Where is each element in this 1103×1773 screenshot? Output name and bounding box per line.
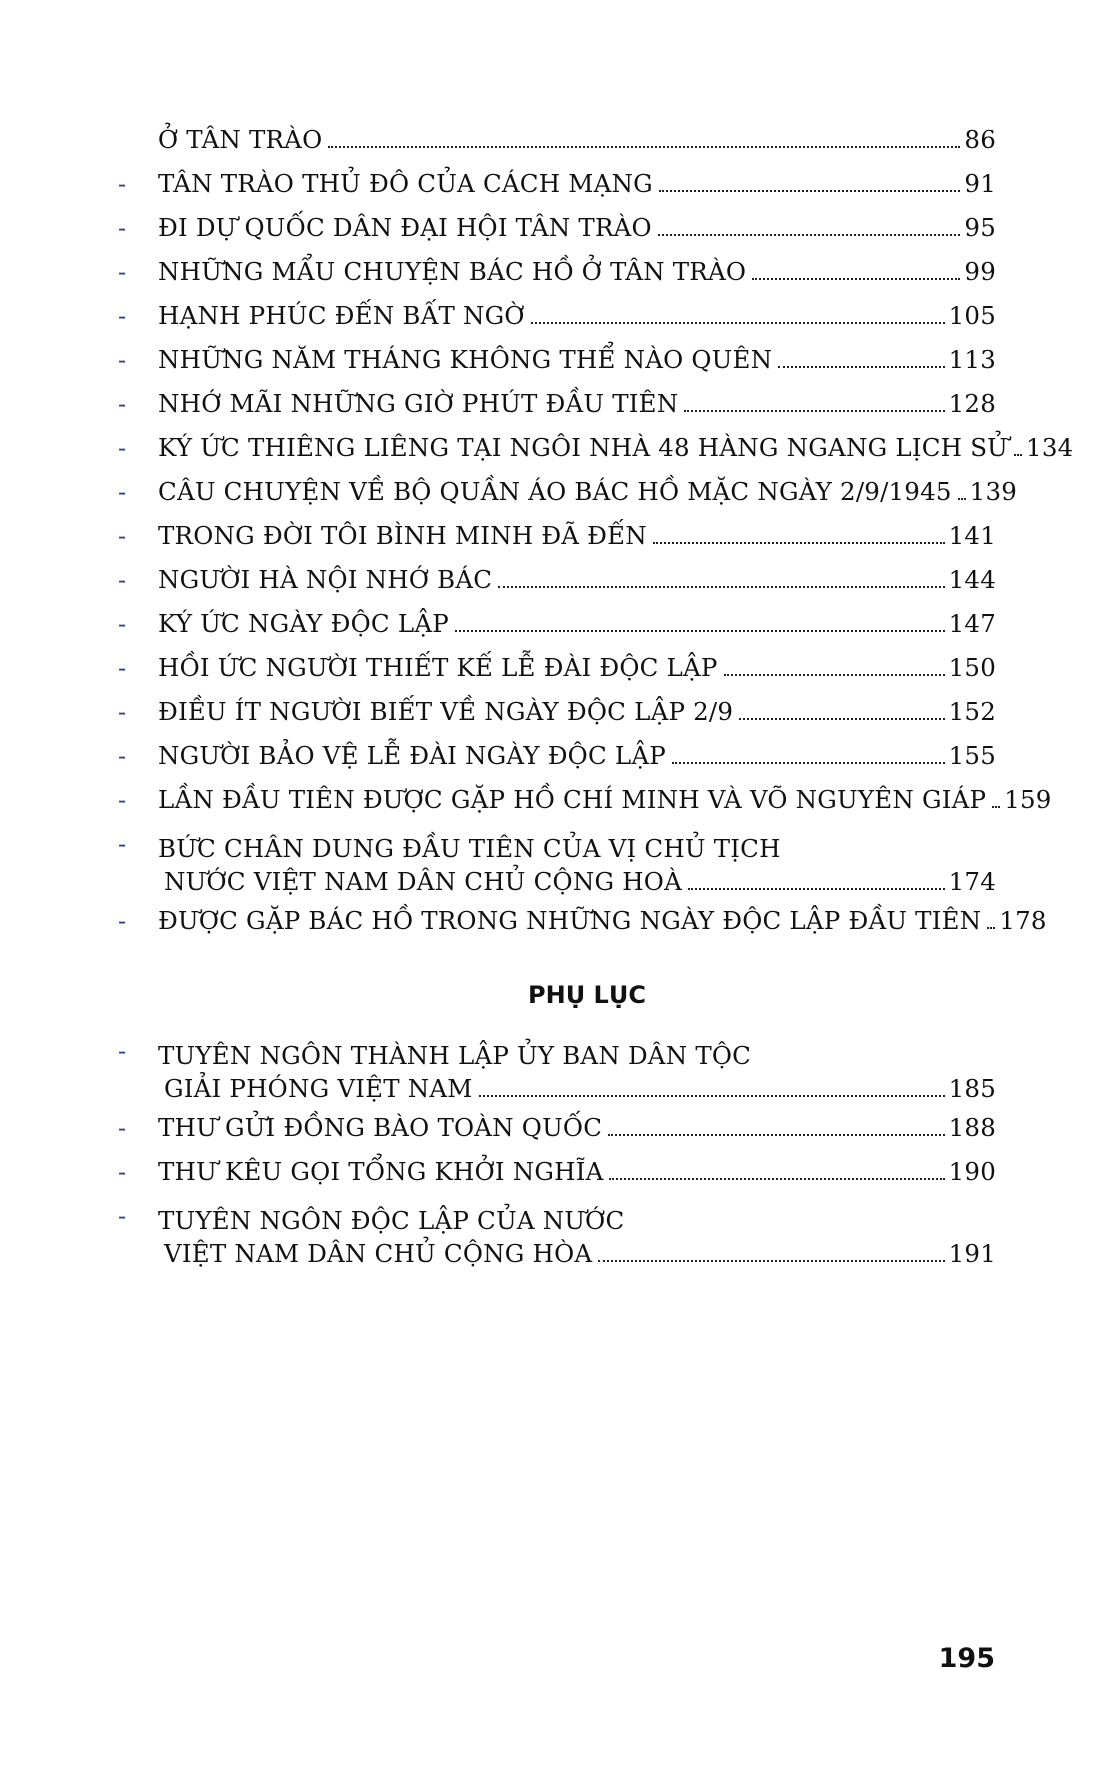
toc-entry-title: CÂU CHUYỆN VỀ BỘ QUẦN ÁO BÁC HỒ MẶC NGÀY 2/9/1945	[158, 477, 952, 506]
toc-entry-title: GIẢI PHÓNG VIỆT NAM	[164, 1074, 473, 1103]
toc-entry-body	[158, 470, 1018, 514]
toc-main-list	[118, 118, 1074, 943]
toc-entry-line	[158, 294, 996, 338]
toc-entry-line	[158, 558, 996, 602]
page-number: 195	[938, 1643, 995, 1674]
toc-entry	[118, 338, 996, 382]
toc-entry-line	[158, 206, 996, 250]
toc-entry-body	[158, 822, 996, 899]
dot-leader	[987, 927, 995, 929]
toc-entry-title: NƯỚC VIỆT NAM DÂN CHỦ CỘNG HOÀ	[164, 867, 682, 896]
toc-entry-title: VIỆT NAM DÂN CHỦ CỘNG HÒA	[164, 1239, 593, 1268]
toc-entry-body	[158, 1029, 996, 1106]
toc-entry-body	[158, 382, 996, 426]
toc-entry-page: 178	[999, 906, 1047, 935]
toc-entry-page: 86	[964, 125, 996, 154]
toc-entry	[118, 690, 996, 734]
toc-entry-page: 185	[948, 1074, 996, 1103]
toc-entry-body	[158, 338, 996, 382]
dot-leader	[609, 1178, 944, 1180]
toc-entry-line	[158, 822, 996, 865]
dot-leader	[778, 366, 944, 368]
list-dash: -	[118, 434, 127, 462]
toc-entry-line	[158, 778, 1052, 822]
toc-entry-title: THƯ KÊU GỌI TỔNG KHỞI NGHĨA	[158, 1157, 604, 1186]
toc-entry-page: 155	[948, 741, 996, 770]
dot-leader	[1014, 454, 1022, 456]
toc-entry	[118, 382, 996, 426]
toc-entry-line	[158, 1106, 996, 1150]
toc-entry-title: ĐIỀU ÍT NGƯỜI BIẾT VỀ NGÀY ĐỘC LẬP 2/9	[158, 697, 734, 726]
toc-entry-title: KÝ ỨC NGÀY ĐỘC LẬP	[158, 609, 449, 638]
toc-entry-line	[158, 1029, 996, 1072]
toc-entry-title: NHỮNG MẨU CHUYỆN BÁC HỒ Ở TÂN TRÀO	[158, 257, 747, 286]
toc-entry-title: ĐI DỰ QUỐC DÂN ĐẠI HỘI TÂN TRÀO	[158, 213, 652, 242]
toc-entry	[118, 646, 996, 690]
dot-leader	[479, 1095, 945, 1097]
toc-entry-page: 144	[948, 565, 996, 594]
toc-entry-page: 139	[969, 477, 1018, 506]
toc-entry-title: THƯ GỬI ĐỒNG BÀO TOÀN QUỐC	[158, 1113, 603, 1142]
toc-entry-page: 113	[948, 345, 996, 374]
toc-entry-body	[158, 602, 996, 646]
toc-entry-line	[158, 690, 996, 734]
toc-entry-body	[158, 1150, 996, 1194]
toc-entry-title: HẠNH PHÚC ĐẾN BẤT NGỜ	[158, 301, 525, 330]
toc-entry-line	[158, 865, 996, 899]
toc-entry-title: BỨC CHÂN DUNG ĐẦU TIÊN CỦA VỊ CHỦ TỊCH	[158, 834, 781, 863]
toc-entry-page: 128	[948, 389, 996, 418]
toc-entry-body	[158, 1194, 996, 1271]
toc-entry-line	[158, 470, 1018, 514]
toc-entry	[118, 602, 996, 646]
toc-entry-line	[158, 162, 996, 206]
toc-entry-page: 95	[964, 213, 996, 242]
toc-entry-title: TUYÊN NGÔN ĐỘC LẬP CỦA NƯỚC	[158, 1206, 625, 1235]
dot-leader	[658, 234, 961, 236]
dot-leader	[531, 322, 945, 324]
toc-entry-page: 105	[948, 301, 996, 330]
toc-entry-line	[158, 602, 996, 646]
dot-leader	[608, 1134, 944, 1136]
toc-entry-line	[158, 1150, 996, 1194]
toc-entry-body	[158, 646, 996, 690]
toc-entry-line	[158, 514, 996, 558]
toc-entry-body	[158, 514, 996, 558]
toc-entry-page: 174	[948, 867, 996, 896]
toc-entry-body	[158, 734, 996, 778]
dot-leader	[672, 762, 945, 764]
dot-leader	[958, 498, 966, 500]
toc-entry	[118, 162, 996, 206]
dot-leader	[455, 630, 945, 632]
toc-entry-title: LẦN ĐẦU TIÊN ĐƯỢC GẶP HỒ CHÍ MINH VÀ VÕ NGUYÊN GIÁP	[158, 785, 987, 814]
list-dash: -	[118, 1158, 127, 1186]
toc-entry-page: 159	[1004, 785, 1052, 814]
list-dash: -	[118, 830, 127, 858]
toc-entry-line	[158, 899, 1047, 943]
toc-entry-page: 141	[948, 521, 996, 550]
toc-entry	[118, 206, 996, 250]
toc-entry-page: 150	[948, 653, 996, 682]
toc-entry-line	[158, 426, 1074, 470]
toc-entry-line	[158, 118, 996, 162]
dot-leader	[328, 146, 960, 148]
toc-entry-title: TRONG ĐỜI TÔI BÌNH MINH ĐÃ ĐẾN	[158, 521, 647, 550]
toc-entry-line	[158, 734, 996, 778]
dot-leader	[653, 542, 945, 544]
toc-entry-body	[158, 162, 996, 206]
toc-entry-line	[158, 338, 996, 382]
toc-entry	[118, 899, 1047, 943]
toc-entry-body	[158, 206, 996, 250]
dot-leader	[684, 410, 944, 412]
toc-entry-line	[158, 382, 996, 426]
toc-entry	[118, 1029, 996, 1106]
toc-entry-page: 99	[964, 257, 996, 286]
toc-entry	[118, 778, 1052, 822]
toc-entry	[118, 470, 1018, 514]
toc-entry-page: 147	[948, 609, 996, 638]
table-of-contents	[118, 118, 1074, 1271]
toc-entry-title: NHỚ MÃI NHỮNG GIỜ PHÚT ĐẦU TIÊN	[158, 389, 679, 418]
dot-leader	[659, 190, 961, 192]
toc-entry-page: 188	[948, 1113, 996, 1142]
toc-entry-page: 190	[948, 1157, 996, 1186]
toc-entry-body	[158, 558, 996, 602]
list-dash: -	[118, 654, 127, 682]
dot-leader	[598, 1260, 944, 1262]
list-dash: -	[118, 302, 127, 330]
toc-entry	[118, 822, 996, 899]
toc-entry-title: NHỮNG NĂM THÁNG KHÔNG THỂ NÀO QUÊN	[158, 345, 773, 374]
toc-entry-page: 91	[964, 169, 996, 198]
dot-leader	[688, 888, 945, 890]
appendix-heading: PHỤ LỤC	[528, 981, 646, 1009]
list-dash: -	[118, 1037, 127, 1065]
toc-entry	[118, 514, 996, 558]
list-dash: -	[118, 1202, 127, 1230]
toc-entry-body	[158, 1106, 996, 1150]
toc-entry	[118, 1194, 996, 1271]
dot-leader	[752, 278, 960, 280]
dot-leader	[992, 806, 1000, 808]
list-dash: -	[118, 698, 127, 726]
toc-entry-line	[158, 1237, 996, 1271]
list-dash: -	[118, 610, 127, 638]
toc-entry-body	[158, 778, 1052, 822]
toc-entry-title: Ở TÂN TRÀO	[158, 125, 323, 154]
toc-entry-title: HỒI ỨC NGƯỜI THIẾT KẾ LỄ ĐÀI ĐỘC LẬP	[158, 653, 718, 682]
toc-entry	[118, 250, 996, 294]
list-dash: -	[118, 478, 127, 506]
list-dash: -	[118, 566, 127, 594]
toc-entry-title: KÝ ỨC THIÊNG LIÊNG TẠI NGÔI NHÀ 48 HÀNG NGANG LỊCH SỬ	[158, 433, 1009, 462]
list-dash: -	[118, 907, 127, 935]
toc-entry-body	[158, 690, 996, 734]
toc-entry	[118, 734, 996, 778]
list-dash: -	[118, 786, 127, 814]
toc-entry-title: NGƯỜI HÀ NỘI NHỚ BÁC	[158, 565, 493, 594]
list-dash: -	[118, 214, 127, 242]
dot-leader	[724, 674, 945, 676]
toc-entry-body	[158, 899, 1047, 943]
list-dash: -	[118, 742, 127, 770]
list-dash: -	[118, 258, 127, 286]
toc-entry-body	[158, 118, 996, 162]
toc-entry-line	[158, 646, 996, 690]
toc-entry	[118, 558, 996, 602]
toc-entry-page: 134	[1026, 433, 1074, 462]
toc-entry-line	[158, 250, 996, 294]
dot-leader	[498, 586, 944, 588]
toc-entry-line	[158, 1072, 996, 1106]
toc-entry-title: TÂN TRÀO THỦ ĐÔ CỦA CÁCH MẠNG	[158, 169, 653, 198]
toc-entry-title: TUYÊN NGÔN THÀNH LẬP ỦY BAN DÂN TỘC	[158, 1041, 752, 1070]
list-dash: -	[118, 1114, 127, 1142]
toc-entry	[118, 294, 996, 338]
toc-entry	[118, 1150, 996, 1194]
list-dash: -	[118, 346, 127, 374]
toc-entry-page: 191	[948, 1239, 996, 1268]
toc-entry-title: NGƯỜI BẢO VỆ LỄ ĐÀI NGÀY ĐỘC LẬP	[158, 741, 666, 770]
toc-entry	[118, 1106, 996, 1150]
toc-entry-body	[158, 426, 1074, 470]
toc-entry	[118, 118, 996, 162]
toc-entry-page: 152	[948, 697, 996, 726]
toc-entry-title: ĐƯỢC GẶP BÁC HỒ TRONG NHỮNG NGÀY ĐỘC LẬP ĐẦU TIÊN	[158, 906, 982, 935]
dot-leader	[739, 718, 944, 720]
toc-entry-body	[158, 294, 996, 338]
list-dash: -	[118, 522, 127, 550]
list-dash: -	[118, 390, 127, 418]
toc-entry-body	[158, 250, 996, 294]
toc-entry-line	[158, 1194, 996, 1237]
toc-appendix-list	[118, 1029, 996, 1271]
list-dash: -	[118, 170, 127, 198]
toc-entry	[118, 426, 1074, 470]
